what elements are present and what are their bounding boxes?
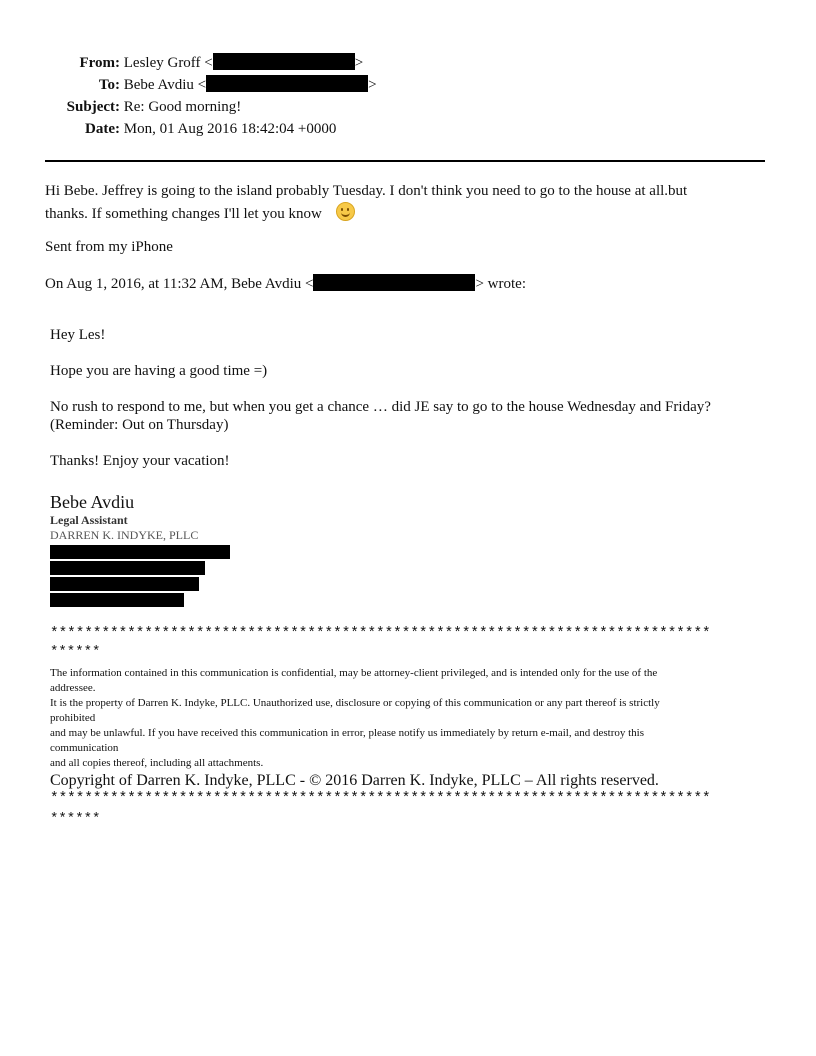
redacted-signature-line-3 [50,577,199,591]
redacted-signature-line-4 [50,593,184,607]
quote-intro [45,274,526,294]
date-row [48,118,336,140]
disclaimer-stars-bottom: ***************************************************************************** [50,791,711,807]
redacted-to-email [206,75,368,92]
sent-from: Sent from my iPhone [45,239,173,255]
disclaimer-p3b: communication [50,742,119,754]
reply-line-2 [45,202,355,224]
date-text: Mon, 01 Aug 2016 18:42:04 +0000 [123,121,337,137]
subject-label: Subject: [66,99,120,115]
reply-line-1: Hi Bebe. Jeffrey is going to the island probably Tuesday. I don't think you need to go to the house at all.but [45,183,688,199]
disclaimer-p1b: addressee. [50,682,96,694]
reply-line-2-text: thanks. If something changes I'll let you know [45,206,322,222]
signature-firm: DARREN K. INDYKE, PLLC [50,528,199,542]
from-label: From: [79,55,120,71]
quoted-thanks: Thanks! Enjoy your vacation! [50,453,230,469]
from-name: Lesley Groff < [123,55,213,71]
disclaimer-copyright: Copyright of Darren K. Indyke, PLLC - © 2016 Darren K. Indyke, PLLC – All rights reserved. [50,772,659,789]
to-row [48,74,377,96]
subject-text: Re: Good morning! [123,99,242,115]
disclaimer-p2b: prohibited [50,712,96,724]
smiling-face-emoji-icon [336,202,355,221]
redacted-quote-email [313,274,475,291]
disclaimer-stars-top-tail: ****** [50,644,101,660]
signature-title: Legal Assistant [50,513,128,527]
redacted-signature-line-1 [50,545,230,559]
to-label: To: [98,77,120,93]
signature-name: Bebe Avdiu [50,492,135,512]
redacted-from-email [213,53,355,70]
from-row [48,52,363,74]
quoted-hope: Hope you are having a good time =) [50,363,268,379]
disclaimer-p1a: The information contained in this communication is confidential, may be attorney-client privileged, and is intended only for the use of the [50,667,658,679]
quote-intro-prefix: On Aug 1, 2016, at 11:32 AM, Bebe Avdiu < [45,276,314,292]
date-label: Date: [85,121,120,137]
redacted-signature-line-2 [50,561,205,575]
disclaimer-p3a: and may be unlawful. If you have received this communication in error, please notify us immediately by return e-mail, and destroy this [50,727,644,739]
disclaimer-stars-bottom-tail: ****** [50,811,101,827]
quoted-reminder: (Reminder: Out on Thursday) [50,417,229,433]
subject-row [48,96,241,118]
quoted-rush: No rush to respond to me, but when you get a chance … did JE say to go to the house Wednesday and Friday? [50,399,711,415]
from-close: > [354,55,364,71]
disclaimer-stars-top: ***************************************************************************** [50,626,711,642]
disclaimer-p2a: It is the property of Darren K. Indyke, PLLC. Unauthorized use, disclosure or copying of this communication or any part thereof is strictly [50,697,660,709]
disclaimer-p4: and all copies thereof, including all attachments. [50,757,264,769]
quoted-greeting: Hey Les! [50,327,106,343]
to-name: Bebe Avdiu < [123,77,207,93]
to-close: > [368,77,377,93]
quote-intro-suffix: > wrote: [475,276,526,292]
header-divider [45,160,765,162]
